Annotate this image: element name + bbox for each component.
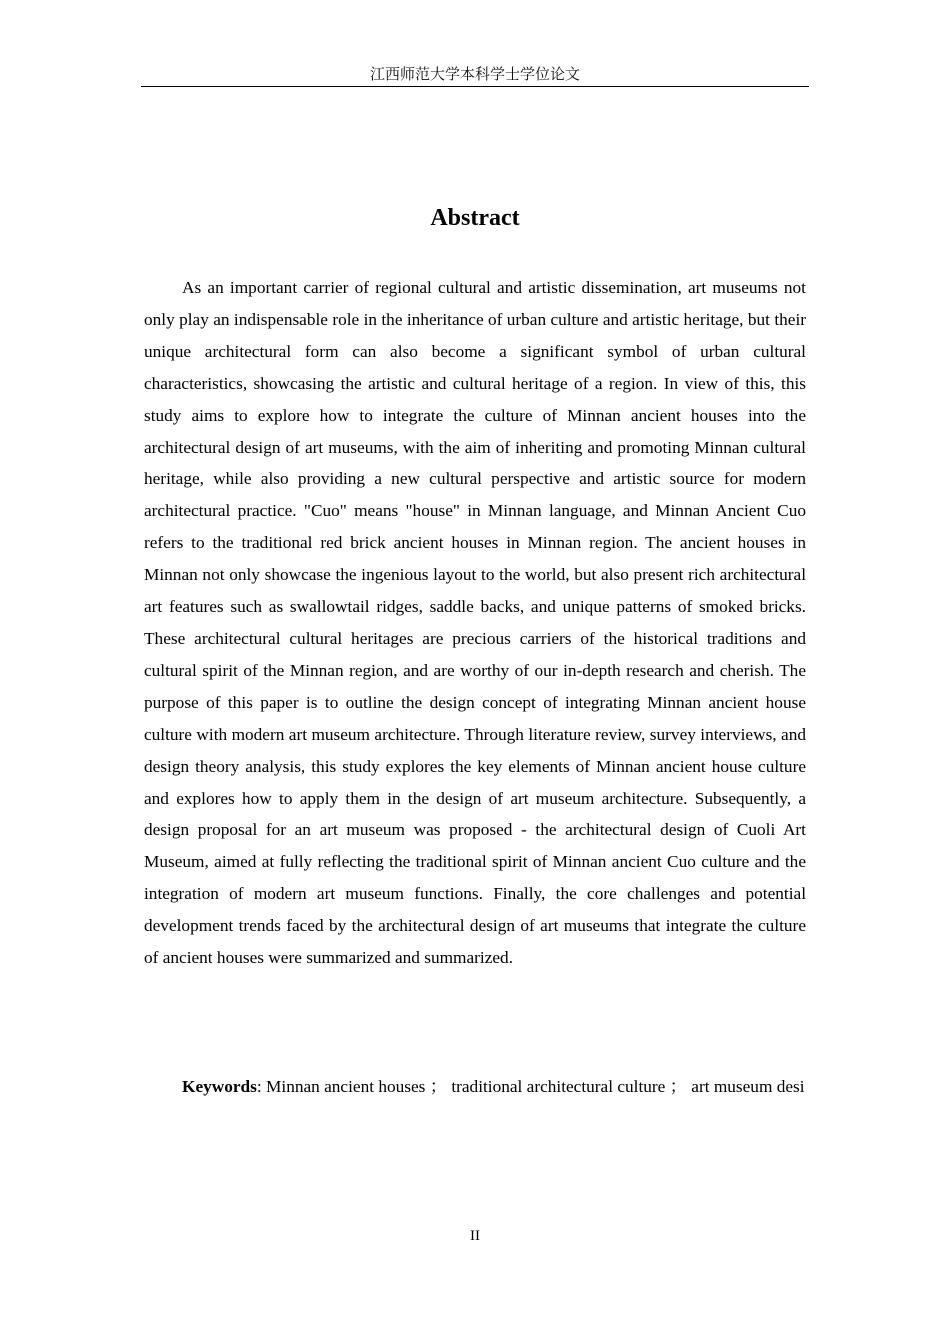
abstract-title: Abstract: [430, 205, 520, 231]
keyword-separator: ；: [669, 1077, 687, 1096]
keywords-label: Keywords: [182, 1077, 257, 1096]
abstract-body: As an important carrier of regional cultural and artistic dissemination, art museums not only play an indispensable role in the inheritance of urban culture and artistic heritage, but their unique architectural form can also become a significant symbol of urban cultural characteristics, showcasing the artistic and cultural heritage of a region. In view of this, this study aims to explore how to integrate the culture of Minnan ancient houses into the architectural design of art museums, with the aim of inheriting and promoting Minnan cultural heritage, while also providing a new cultural perspective and artistic source for modern architectural practice. "Cuo" means "house" in Minnan language, and Minnan Ancient Cuo refers to the traditional red brick ancient houses in Minnan region. The ancient houses in Minnan not only showcase the ingenious layout to the world, but also present rich architectural art features such as swallowtail ridges, saddle backs, and unique patterns of smoked bricks. These architectural cultural heritages are precious carriers of the historical traditions and cultural spirit of the Minnan region, and are worthy of our in-depth research and cherish. The purpose of this paper is to outline the design concept of integrating Minnan ancient house culture with modern art museum architecture. Through literature review, survey interviews, and design theory analysis, this study explores the key elements of Minnan ancient house culture and explores how to apply them in the design of art museum architecture. Subsequently, a design proposal for an art museum was proposed - the architectural design of Cuoli Art Museum, aimed at fully reflecting the traditional spirit of Minnan ancient Cuo culture and the integration of modern art museum functions. Finally, the core challenges and potential development trends faced by the architectural design of art museums that integrate the culture of ancient houses were summarized and summarized.: [144, 278, 806, 968]
page-number: II: [470, 1228, 480, 1244]
keyword-item: art museum desi: [691, 1077, 805, 1096]
running-header: 江西师范大学本科学士学位论文: [369, 65, 580, 83]
keywords-colon: :: [256, 1077, 262, 1096]
keyword-separator: ；: [429, 1077, 447, 1096]
keywords-line: [144, 1071, 806, 1103]
keyword-item: traditional architectural culture: [451, 1077, 666, 1096]
keyword-item: Minnan ancient houses: [266, 1077, 426, 1096]
header-rule: [141, 86, 809, 87]
